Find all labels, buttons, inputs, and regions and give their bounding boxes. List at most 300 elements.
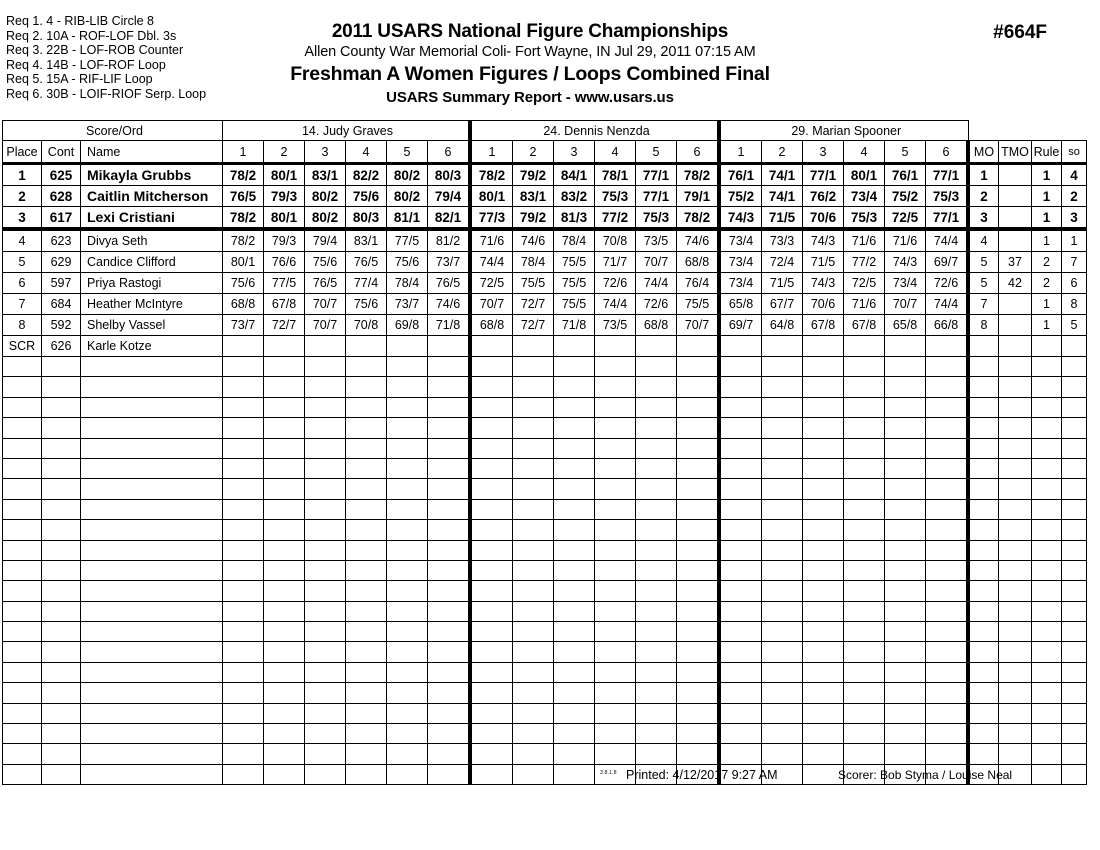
cell-rule (1032, 357, 1062, 377)
cell-rule (1032, 479, 1062, 499)
cell-judge1-pass1 (223, 560, 264, 580)
table-row-empty[interactable] (3, 418, 1087, 438)
cell-cont: 629 (42, 252, 81, 273)
cell-judge2-pass6 (677, 397, 720, 417)
cell-tmo (999, 520, 1032, 540)
cell-judge2-pass4: 74/4 (595, 294, 636, 315)
cell-judge2-pass3 (554, 662, 595, 682)
table-row-empty[interactable] (3, 703, 1087, 723)
cell-judge1-pass6 (428, 520, 471, 540)
cell-judge3-pass5 (885, 540, 926, 560)
cell-judge2-pass6 (677, 560, 720, 580)
cell-mo: 5 (968, 273, 999, 294)
cell-judge1-pass3 (305, 499, 346, 519)
cell-so (1062, 622, 1087, 642)
cell-judge2-pass4 (595, 724, 636, 744)
table-row[interactable] (3, 207, 1087, 230)
cell-cont: 684 (42, 294, 81, 315)
cell-judge3-pass2 (762, 377, 803, 397)
cell-judge1-pass2: 80/1 (264, 207, 305, 230)
cell-cont (42, 683, 81, 703)
cell-judge1-pass1 (223, 458, 264, 478)
cell-judge3-pass3: 67/8 (803, 315, 844, 336)
cell-judge1-pass6 (428, 540, 471, 560)
table-row-empty[interactable] (3, 520, 1087, 540)
cell-judge1-pass1: 68/8 (223, 294, 264, 315)
table-row[interactable] (3, 229, 1087, 252)
cell-judge3-pass6 (926, 581, 969, 601)
table-row-empty[interactable] (3, 377, 1087, 397)
cell-judge1-pass5 (387, 642, 428, 662)
cell-judge1-pass3: 70/7 (305, 294, 346, 315)
cell-judge3-pass1 (719, 499, 762, 519)
cell-judge2-pass3: 75/5 (554, 252, 595, 273)
cell-judge3-pass2 (762, 581, 803, 601)
cell-judge2-pass2 (513, 499, 554, 519)
cell-judge2-pass6: 74/6 (677, 229, 720, 252)
cell-judge1-pass6 (428, 479, 471, 499)
col-header-judge2-pass1: 1 (470, 141, 513, 164)
cell-judge1-pass2 (264, 520, 305, 540)
cell-judge2-pass4 (595, 397, 636, 417)
cell-judge2-pass3: 78/4 (554, 229, 595, 252)
cell-judge2-pass3 (554, 377, 595, 397)
cell-judge3-pass4 (844, 622, 885, 642)
table-row-empty[interactable] (3, 642, 1087, 662)
col-header-judge2-pass3: 3 (554, 141, 595, 164)
cell-mo (968, 336, 999, 357)
cell-rule: 1 (1032, 229, 1062, 252)
table-row-empty[interactable] (3, 683, 1087, 703)
cell-judge2-pass4: 78/1 (595, 164, 636, 186)
table-row[interactable] (3, 186, 1087, 207)
cell-name (81, 377, 223, 397)
cell-judge3-pass5 (885, 397, 926, 417)
cell-judge1-pass6 (428, 683, 471, 703)
cell-judge3-pass4 (844, 642, 885, 662)
col-header-cont: Cont (42, 141, 81, 164)
cell-judge3-pass3 (803, 703, 844, 723)
cell-name: Lexi Cristiani (81, 207, 223, 230)
cell-judge3-pass6 (926, 397, 969, 417)
cell-judge3-pass5: 72/5 (885, 207, 926, 230)
cell-judge2-pass2: 83/1 (513, 186, 554, 207)
cell-judge3-pass4: 73/4 (844, 186, 885, 207)
cell-judge3-pass6 (926, 642, 969, 662)
cell-judge3-pass6: 66/8 (926, 315, 969, 336)
cell-judge1-pass6: 71/8 (428, 315, 471, 336)
cell-rule: 1 (1032, 164, 1062, 186)
cell-judge1-pass5 (387, 377, 428, 397)
cell-judge3-pass5 (885, 438, 926, 458)
cell-judge2-pass2 (513, 357, 554, 377)
cell-judge3-pass5 (885, 520, 926, 540)
cell-judge2-pass3 (554, 499, 595, 519)
cell-judge3-pass6 (926, 377, 969, 397)
cell-rule (1032, 438, 1062, 458)
cell-judge1-pass4 (346, 438, 387, 458)
cell-name: Candice Clifford (81, 252, 223, 273)
cell-judge3-pass4 (844, 438, 885, 458)
cell-mo (968, 601, 999, 621)
version-label: 3.8.1.8 (600, 770, 617, 776)
cell-place (3, 662, 42, 682)
cell-judge1-pass3 (305, 336, 346, 357)
cell-judge3-pass3 (803, 560, 844, 580)
cell-judge1-pass6 (428, 357, 471, 377)
col-header-judge3-pass5: 5 (885, 141, 926, 164)
cell-judge3-pass5 (885, 642, 926, 662)
cell-judge2-pass4 (595, 520, 636, 540)
cell-judge2-pass2 (513, 520, 554, 540)
cell-judge2-pass1 (470, 438, 513, 458)
cell-judge1-pass4 (346, 764, 387, 784)
table-row-empty[interactable] (3, 622, 1087, 642)
cell-name (81, 724, 223, 744)
cell-judge1-pass5 (387, 336, 428, 357)
cell-so (1062, 560, 1087, 580)
cell-judge3-pass4 (844, 377, 885, 397)
cell-judge3-pass5 (885, 622, 926, 642)
cell-judge1-pass4: 80/3 (346, 207, 387, 230)
cell-place (3, 357, 42, 377)
cell-mo: 5 (968, 252, 999, 273)
cell-judge2-pass5: 70/7 (636, 252, 677, 273)
cell-place (3, 622, 42, 642)
cell-rule: 2 (1032, 273, 1062, 294)
cell-judge3-pass3 (803, 336, 844, 357)
cell-place: 7 (3, 294, 42, 315)
cell-judge2-pass2 (513, 662, 554, 682)
cell-so: 3 (1062, 207, 1087, 230)
cell-judge1-pass1 (223, 357, 264, 377)
cell-judge3-pass2 (762, 642, 803, 662)
cell-judge2-pass6 (677, 499, 720, 519)
cell-judge1-pass6 (428, 418, 471, 438)
cell-judge1-pass1 (223, 418, 264, 438)
cell-judge1-pass5 (387, 479, 428, 499)
cell-mo: 8 (968, 315, 999, 336)
cell-place (3, 581, 42, 601)
cell-judge3-pass2: 72/4 (762, 252, 803, 273)
cell-judge1-pass3 (305, 764, 346, 784)
cell-judge2-pass3 (554, 479, 595, 499)
cell-rule: 1 (1032, 186, 1062, 207)
cell-judge2-pass5 (636, 540, 677, 560)
cell-name: Mikayla Grubbs (81, 164, 223, 186)
cell-judge3-pass5: 70/7 (885, 294, 926, 315)
cell-mo: 3 (968, 207, 999, 230)
cell-judge1-pass1 (223, 336, 264, 357)
cell-so (1062, 764, 1087, 784)
cell-name (81, 560, 223, 580)
cell-judge1-pass2 (264, 601, 305, 621)
cell-judge1-pass6 (428, 438, 471, 458)
requirement-item: Req 5. 15A - RIF-LIF Loop (6, 72, 153, 87)
cell-so (1062, 336, 1087, 357)
cell-judge2-pass4: 72/6 (595, 273, 636, 294)
cell-judge1-pass6: 73/7 (428, 252, 471, 273)
column-header-row (3, 141, 1087, 164)
requirement-item: Req 1. 4 - RIB-LIB Circle 8 (6, 14, 154, 28)
cell-tmo (999, 540, 1032, 560)
cell-judge2-pass5: 73/5 (636, 229, 677, 252)
cell-judge1-pass1 (223, 642, 264, 662)
cell-judge1-pass2 (264, 764, 305, 784)
cell-cont (42, 744, 81, 764)
cell-judge1-pass2 (264, 357, 305, 377)
cell-judge3-pass3: 71/5 (803, 252, 844, 273)
cell-cont: 626 (42, 336, 81, 357)
cell-judge2-pass4 (595, 622, 636, 642)
cell-judge2-pass3 (554, 764, 595, 784)
cell-cont (42, 642, 81, 662)
cell-tmo (999, 294, 1032, 315)
cell-judge3-pass6 (926, 560, 969, 580)
cell-judge1-pass5 (387, 581, 428, 601)
cell-judge3-pass3 (803, 357, 844, 377)
requirement-item: Req 2. 10A - ROF-LOF Dbl. 3s (6, 28, 177, 43)
cell-judge2-pass1 (470, 479, 513, 499)
cell-judge2-pass3: 83/2 (554, 186, 595, 207)
cell-judge3-pass5 (885, 479, 926, 499)
col-header-so: so (1062, 141, 1087, 164)
cell-judge3-pass5: 75/2 (885, 186, 926, 207)
cell-judge2-pass2: 75/5 (513, 273, 554, 294)
cell-judge1-pass4 (346, 724, 387, 744)
cell-judge1-pass6 (428, 703, 471, 723)
cell-judge1-pass4 (346, 642, 387, 662)
cell-judge3-pass2 (762, 336, 803, 357)
cell-tmo (999, 438, 1032, 458)
cell-judge2-pass6 (677, 642, 720, 662)
cell-mo (968, 397, 999, 417)
table-row[interactable] (3, 164, 1087, 186)
cell-judge2-pass4 (595, 357, 636, 377)
cell-judge3-pass2 (762, 622, 803, 642)
cell-judge1-pass4 (346, 336, 387, 357)
cell-judge1-pass5: 81/1 (387, 207, 428, 230)
cell-so (1062, 479, 1087, 499)
table-row[interactable] (3, 294, 1087, 315)
cell-judge1-pass4 (346, 377, 387, 397)
table-row-empty[interactable] (3, 540, 1087, 560)
cell-judge3-pass5 (885, 458, 926, 478)
cell-rule (1032, 397, 1062, 417)
cell-judge3-pass2 (762, 540, 803, 560)
cell-judge2-pass1 (470, 520, 513, 540)
cell-judge2-pass6: 78/2 (677, 164, 720, 186)
cell-judge2-pass6 (677, 520, 720, 540)
cell-judge3-pass3 (803, 438, 844, 458)
cell-judge2-pass2 (513, 724, 554, 744)
cell-tmo (999, 581, 1032, 601)
table-row-empty[interactable] (3, 479, 1087, 499)
cell-judge3-pass6 (926, 540, 969, 560)
cell-judge2-pass3 (554, 438, 595, 458)
cell-judge2-pass2 (513, 581, 554, 601)
cell-tmo (999, 744, 1032, 764)
cell-cont: 623 (42, 229, 81, 252)
cell-judge3-pass6 (926, 744, 969, 764)
cell-judge3-pass3 (803, 418, 844, 438)
cell-judge1-pass5 (387, 438, 428, 458)
cell-judge3-pass4: 72/5 (844, 273, 885, 294)
col-header-judge1-pass1: 1 (223, 141, 264, 164)
table-row-empty[interactable] (3, 357, 1087, 377)
championship-title: 2011 USARS National Figure Championships (331, 21, 729, 42)
cell-judge1-pass4 (346, 479, 387, 499)
cell-judge1-pass3 (305, 458, 346, 478)
cell-cont (42, 438, 81, 458)
cell-judge3-pass6: 77/1 (926, 207, 969, 230)
cell-judge2-pass3 (554, 397, 595, 417)
cell-place (3, 703, 42, 723)
cell-judge3-pass6 (926, 499, 969, 519)
cell-name (81, 703, 223, 723)
cell-rule (1032, 520, 1062, 540)
cell-judge1-pass4 (346, 622, 387, 642)
cell-judge1-pass2 (264, 560, 305, 580)
cell-judge1-pass6 (428, 642, 471, 662)
cell-judge1-pass2: 72/7 (264, 315, 305, 336)
cell-judge1-pass3 (305, 703, 346, 723)
cell-name (81, 683, 223, 703)
table-row[interactable] (3, 273, 1087, 294)
cell-mo: 4 (968, 229, 999, 252)
cell-place (3, 540, 42, 560)
cell-rule: 1 (1032, 294, 1062, 315)
cell-judge1-pass5: 77/5 (387, 229, 428, 252)
cell-rule: 2 (1032, 252, 1062, 273)
cell-place (3, 744, 42, 764)
cell-judge1-pass3 (305, 744, 346, 764)
cell-judge2-pass2 (513, 397, 554, 417)
cell-judge2-pass3 (554, 458, 595, 478)
cell-name (81, 662, 223, 682)
table-row[interactable] (3, 315, 1087, 336)
cell-cont (42, 520, 81, 540)
cell-rule (1032, 764, 1062, 784)
cell-so: 6 (1062, 273, 1087, 294)
table-row-empty[interactable] (3, 397, 1087, 417)
cell-judge2-pass1: 77/3 (470, 207, 513, 230)
cell-judge3-pass3: 70/6 (803, 294, 844, 315)
cell-judge3-pass2: 67/7 (762, 294, 803, 315)
table-row-empty[interactable] (3, 581, 1087, 601)
cell-judge2-pass5: 74/4 (636, 273, 677, 294)
scorer-label: Scorer: Bob Styma / Louise Neal (838, 768, 1013, 782)
cell-place (3, 724, 42, 744)
printed-timestamp: Printed: 4/12/2017 9:27 AM (626, 768, 778, 782)
cell-judge1-pass2 (264, 683, 305, 703)
cell-judge3-pass3: 76/2 (803, 186, 844, 207)
cell-so (1062, 703, 1087, 723)
col-header-tmo: TMO (999, 141, 1032, 164)
cell-judge3-pass1 (719, 581, 762, 601)
cell-judge1-pass3 (305, 601, 346, 621)
cell-judge1-pass6 (428, 764, 471, 784)
venue-line: Allen County War Memorial Coli- Fort Wayne, IN Jul 29, 2011 07:15 AM (304, 44, 756, 60)
cell-judge2-pass3 (554, 540, 595, 560)
cell-cont (42, 724, 81, 744)
table-row-empty[interactable] (3, 458, 1087, 478)
cell-judge1-pass5: 78/4 (387, 273, 428, 294)
cell-judge2-pass4 (595, 458, 636, 478)
cell-judge1-pass3 (305, 724, 346, 744)
cell-judge1-pass1 (223, 377, 264, 397)
cell-judge1-pass4 (346, 744, 387, 764)
cell-judge3-pass3 (803, 662, 844, 682)
cell-judge1-pass2: 80/1 (264, 164, 305, 186)
cell-judge2-pass6 (677, 336, 720, 357)
cell-cont: 597 (42, 273, 81, 294)
cell-judge2-pass4: 75/3 (595, 186, 636, 207)
table-row-empty[interactable] (3, 560, 1087, 580)
cell-judge3-pass5 (885, 357, 926, 377)
cell-judge2-pass6 (677, 601, 720, 621)
cell-judge1-pass1 (223, 683, 264, 703)
requirement-item: Req 6. 30B - LOIF-RIOF Serp. Loop (6, 86, 207, 101)
cell-judge3-pass6 (926, 724, 969, 744)
cell-so (1062, 744, 1087, 764)
cell-judge1-pass1 (223, 499, 264, 519)
cell-place: 6 (3, 273, 42, 294)
cell-judge2-pass6: 79/1 (677, 186, 720, 207)
cell-judge2-pass5 (636, 336, 677, 357)
cell-judge2-pass4 (595, 418, 636, 438)
cell-judge1-pass2: 77/5 (264, 273, 305, 294)
cell-judge3-pass1 (719, 601, 762, 621)
cell-judge2-pass4 (595, 683, 636, 703)
cell-judge2-pass6: 75/5 (677, 294, 720, 315)
cell-mo: 7 (968, 294, 999, 315)
col-header-judge1-pass3: 3 (305, 141, 346, 164)
table-row[interactable] (3, 336, 1087, 357)
cell-judge3-pass2 (762, 418, 803, 438)
cell-judge3-pass6 (926, 418, 969, 438)
cell-judge3-pass6: 77/1 (926, 164, 969, 186)
table-row-empty[interactable] (3, 499, 1087, 519)
table-row-empty[interactable] (3, 601, 1087, 621)
table-row-empty[interactable] (3, 724, 1087, 744)
cell-tmo (999, 357, 1032, 377)
cell-so (1062, 438, 1087, 458)
cell-judge1-pass6 (428, 499, 471, 519)
table-row-empty[interactable] (3, 744, 1087, 764)
cell-judge3-pass3 (803, 377, 844, 397)
table-row-empty[interactable] (3, 438, 1087, 458)
cell-judge2-pass2 (513, 418, 554, 438)
cell-judge2-pass3 (554, 703, 595, 723)
cell-name: Karle Kotze (81, 336, 223, 357)
cell-judge1-pass5 (387, 520, 428, 540)
cell-judge3-pass6 (926, 622, 969, 642)
cell-name (81, 642, 223, 662)
cell-judge3-pass2 (762, 683, 803, 703)
cell-rule (1032, 703, 1062, 723)
cell-so: 1 (1062, 229, 1087, 252)
cell-judge3-pass4 (844, 499, 885, 519)
cell-judge1-pass3: 83/1 (305, 164, 346, 186)
cell-judge2-pass1 (470, 622, 513, 642)
table-row[interactable] (3, 252, 1087, 273)
cell-judge3-pass6 (926, 458, 969, 478)
table-row-empty[interactable] (3, 662, 1087, 682)
cell-judge3-pass3 (803, 744, 844, 764)
cell-judge3-pass1 (719, 744, 762, 764)
cell-tmo: 42 (999, 273, 1032, 294)
